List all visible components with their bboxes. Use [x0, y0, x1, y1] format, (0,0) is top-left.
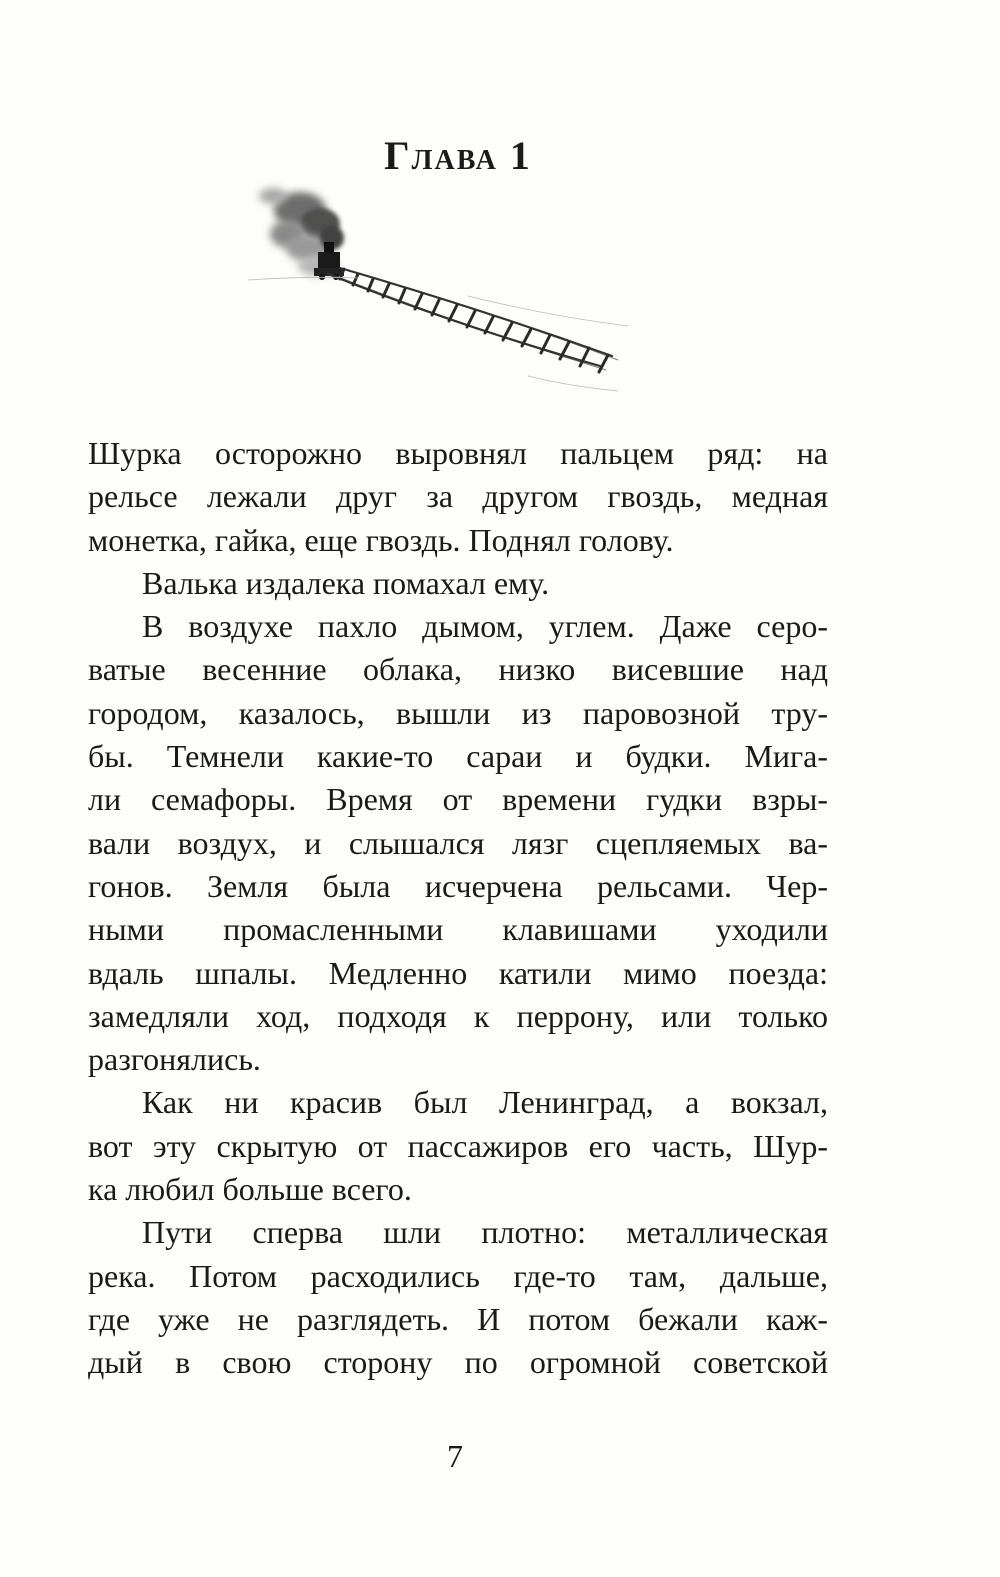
text-line: гонов. Земля была исчерчена рельсами. Чер-	[88, 867, 828, 904]
paragraph	[88, 1211, 828, 1384]
text-line: городом, казалось, вышли из паровозной тру-	[88, 694, 828, 731]
paragraph	[88, 562, 828, 605]
paragraph	[88, 432, 828, 562]
paragraph	[88, 605, 828, 1081]
body-text	[88, 432, 828, 1385]
text-line: Пути сперва шли плотно: металлическая	[142, 1214, 828, 1251]
text-line: ка любил больше всего.	[88, 1171, 412, 1208]
text-line: монетка, гайка, еще гвоздь. Поднял голову.	[88, 521, 674, 558]
text-line: Как ни красив был Ленинград, а вокзал,	[142, 1084, 828, 1121]
text-line: река. Потом расходились где-то там, дальше,	[88, 1257, 828, 1294]
text-line: вали воздух, и слышался лязг сцепляемых ва-	[88, 824, 828, 861]
text-line: бы. Темнели какие-то сараи и будки. Мига-	[88, 738, 828, 775]
page-number: 7	[447, 1438, 463, 1474]
chapter-title: Глава 1	[384, 133, 532, 178]
text-line: Шурка осторожно выровнял пальцем ряд: на	[88, 435, 828, 471]
text-line: разгонялись.	[88, 1041, 261, 1078]
text-line: где уже не разглядеть. И потом бежали каж-	[88, 1300, 828, 1337]
text-line: ли семафоры. Время от времени гудки взры-	[88, 781, 828, 818]
text-line: вдаль шпалы. Медленно катили мимо поезда:	[88, 954, 828, 991]
text-line: замедляли ход, подходя к перрону, или только	[88, 997, 828, 1034]
steam-locomotive-icon	[228, 176, 648, 406]
text-line: вот эту скрытую от пассажиров его часть, Шур-	[88, 1127, 828, 1164]
text-line: ными промасленными клавишами уходили	[88, 911, 828, 948]
text-line: ватые весенние облака, низко висевшие над	[88, 651, 828, 688]
text-line: В воздухе пахло дымом, углем. Даже серо-	[142, 608, 828, 645]
text-line: рельсе лежали друг за другом гвоздь, медная	[88, 478, 828, 515]
text-line: Валька издалека помахал ему.	[142, 564, 550, 601]
text-line: дый в свою сторону по огромной советской	[88, 1344, 828, 1381]
paragraph	[88, 1081, 828, 1211]
